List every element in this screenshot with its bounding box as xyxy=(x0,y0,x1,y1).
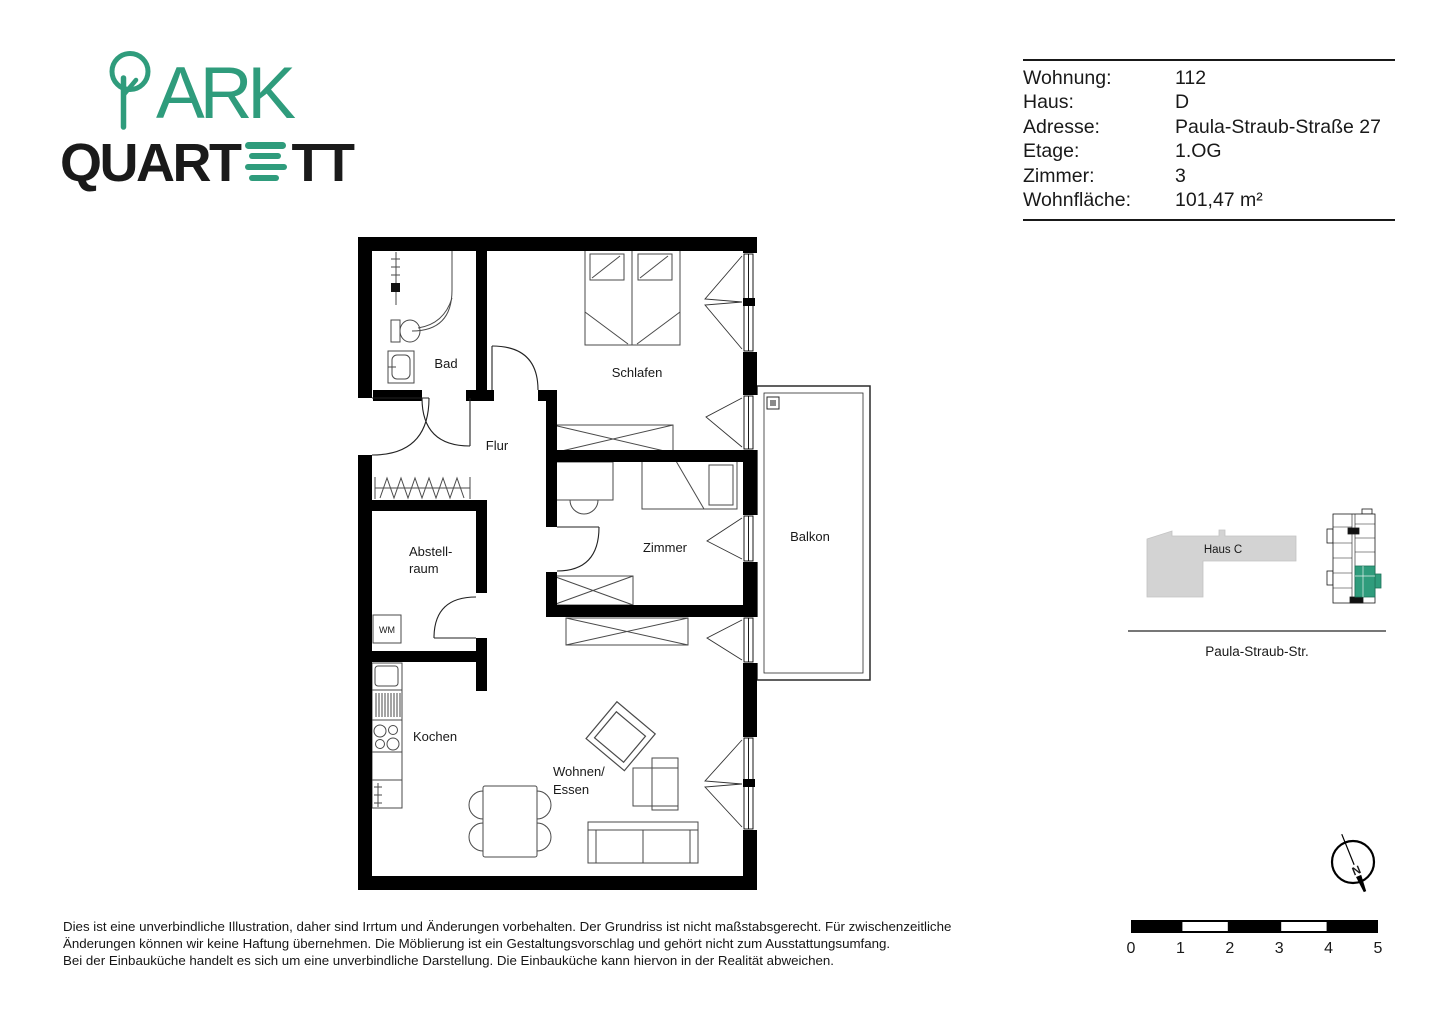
room-label-wm: WM xyxy=(379,625,395,635)
wardrobe-schlafen xyxy=(553,425,673,453)
info-value: 112 xyxy=(1175,67,1207,89)
scale-tick-0: 0 xyxy=(1126,940,1136,957)
site-plan xyxy=(1120,495,1390,665)
coat-rack xyxy=(375,477,470,499)
desk-and-chair xyxy=(553,462,613,514)
scale-bar xyxy=(1118,908,1390,963)
armchair xyxy=(586,702,655,771)
building-haus-d-miniplan xyxy=(1327,509,1381,603)
info-label: Zimmer: xyxy=(1023,164,1095,187)
tree-icon xyxy=(108,50,158,130)
scale-tick-4: 4 xyxy=(1324,940,1334,957)
scale-tick-1: 1 xyxy=(1175,940,1185,957)
bed-double xyxy=(585,250,680,345)
info-value: Paula-Straub-Straße 27 xyxy=(1175,115,1381,138)
disclaimer-text xyxy=(63,918,951,970)
stylized-e-icon xyxy=(245,142,287,181)
sideboard xyxy=(566,618,688,645)
info-label: Etage: xyxy=(1023,140,1080,163)
room-label-abstell-2: raum xyxy=(409,561,439,576)
brand-quartett-text xyxy=(60,133,353,193)
building-haus-c xyxy=(1147,530,1296,597)
scale-bar-strip xyxy=(1131,920,1378,933)
brand-logo xyxy=(0,0,400,220)
sofa xyxy=(588,822,698,863)
apartment-info-table xyxy=(1023,59,1395,221)
sink xyxy=(388,351,414,383)
info-value: 1.OG xyxy=(1175,140,1222,163)
info-label: Wohnfläche: xyxy=(1023,189,1132,212)
info-value: 101,47 m² xyxy=(1175,189,1263,212)
disclaimer-line-2: Änderungen können wir keine Haftung übernehmen. Die Möblierung ist ein Gestaltungsvorschlag und gehört nicht zum Ausstattungsumfang. xyxy=(63,936,891,952)
room-label-abstell-1: Abstell- xyxy=(409,544,453,559)
room-label-balkon: Balkon xyxy=(790,529,830,544)
room-label-schlafen: Schlafen xyxy=(611,365,663,380)
street-label: Paula-Straub-Str. xyxy=(1205,644,1309,659)
scale-tick-5: 5 xyxy=(1373,940,1383,957)
brand-quartett-suffix: TT xyxy=(291,133,353,193)
room-label-wohnen-1: Wohnen/ xyxy=(553,764,605,779)
info-row-haus xyxy=(1023,90,1395,114)
highlighted-unit-main xyxy=(1355,566,1375,597)
compass-north-label: N xyxy=(1350,864,1363,879)
room-label-bad: Bad xyxy=(434,356,458,371)
brand-park-text: ARK xyxy=(156,53,292,134)
building-haus-c-label: Haus C xyxy=(1203,544,1243,556)
info-value: 3 xyxy=(1175,164,1186,187)
window-swings xyxy=(705,256,742,827)
room-label-flur: Flur xyxy=(485,438,509,453)
info-row-wohnung xyxy=(1023,66,1395,90)
shower xyxy=(391,251,452,331)
scale-tick-3: 3 xyxy=(1274,940,1284,957)
bed-single xyxy=(642,461,737,509)
disclaimer-line-1: Dies ist eine unverbindliche Illustration, daher sind Irrtum und Änderungen vorbehalten. Der Grundriss ist nicht maßstabsgerecht. Für zwischenzeitliche xyxy=(63,919,952,934)
highlighted-unit xyxy=(1375,574,1381,588)
wardrobe-zimmer xyxy=(553,576,633,605)
info-label: Adresse: xyxy=(1023,115,1100,138)
info-label: Wohnung: xyxy=(1023,67,1112,89)
room-label-wohnen-2: Essen xyxy=(553,782,590,797)
scale-tick-2: 2 xyxy=(1225,940,1235,957)
info-row-zimmer xyxy=(1023,164,1395,188)
room-label-kochen: Kochen xyxy=(412,729,458,744)
brand-quartett-prefix: QUART xyxy=(60,133,240,193)
floor-plan xyxy=(340,225,885,900)
windows xyxy=(742,253,758,830)
info-label: Haus: xyxy=(1023,91,1074,114)
compass xyxy=(1320,824,1388,900)
side-tables xyxy=(633,758,678,810)
info-row-adresse xyxy=(1023,115,1395,139)
kitchen-counter xyxy=(372,663,402,808)
info-value: D xyxy=(1175,91,1190,114)
info-row-wohnflaeche xyxy=(1023,188,1395,212)
disclaimer-line-3: Bei der Einbauküche handelt es sich um eine unverbindliche Darstellung. Die Einbauküche kann hiervon in der Realität abweichen. xyxy=(63,953,834,969)
dining-table-chairs xyxy=(469,786,551,857)
room-label-zimmer: Zimmer xyxy=(642,540,688,555)
info-row-etage xyxy=(1023,139,1395,163)
